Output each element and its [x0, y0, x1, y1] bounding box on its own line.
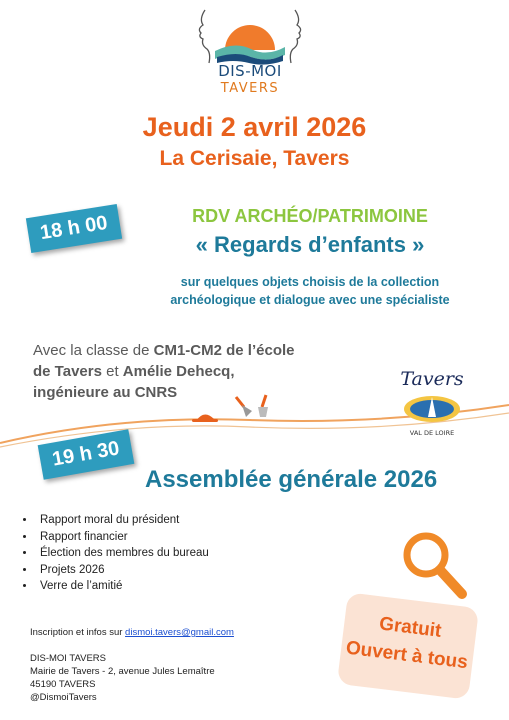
time-badge-1: 18 h 00 [26, 204, 122, 253]
with-and: et [101, 363, 123, 380]
agenda-item: • Projets 2026 [36, 562, 209, 579]
org-name: DIS-MOI TAVERS [30, 653, 107, 664]
agenda-item: • Rapport moral du président [36, 512, 209, 529]
registration-info [30, 627, 234, 638]
logo-name: DIS-MOI [218, 62, 282, 80]
tavers-logo-name: Tavers [400, 368, 464, 390]
session1-description [130, 273, 490, 309]
address-line-2: 45190 TAVERS [30, 679, 96, 690]
desc-line-1: sur quelques objets choisis de la collection [180, 275, 440, 289]
with-school: de Tavers [33, 363, 102, 380]
tavers-logo-tagline: VAL DE LOIRE [409, 429, 455, 437]
with-class: CM1-CM2 de l’école [153, 342, 295, 359]
agenda-list [20, 512, 209, 595]
contact-email-link[interactable]: dismoi.tavers@gmail.com [125, 627, 234, 638]
agenda-item: • Élection des membres du bureau [36, 545, 209, 562]
logo-subtitle: TAVERS [220, 81, 280, 96]
free-line-2: Ouvert à tous [344, 637, 469, 674]
desc-line-2: archéologique et dialogue avec une spécialiste [170, 293, 450, 307]
brush-icon [258, 395, 268, 417]
magnifier-icon [400, 530, 468, 600]
free-admission-badge [337, 592, 479, 699]
hat-icon [192, 414, 218, 422]
event-place: La Cerisaie, Tavers [159, 147, 350, 170]
with-person: Amélie Dehecq, [122, 363, 235, 380]
registration-label: Inscription et infos sur [30, 627, 126, 638]
social-handle: @DismoiTavers [30, 692, 97, 703]
tavers-town-logo [392, 365, 472, 440]
free-line-1: Gratuit [378, 613, 443, 642]
session1-category: RDV ARCHÉO/PATRIMOINE [192, 206, 428, 226]
with-prefix: Avec la classe de [33, 342, 154, 359]
with-role: ingénieure au CNRS [33, 384, 178, 401]
address-line-1: Mairie de Tavers - 2, avenue Jules Lemaître [30, 666, 215, 677]
organizer-address [30, 652, 215, 704]
session2-title: Assemblée générale 2026 [145, 466, 438, 493]
agenda-item: • Rapport financier [36, 529, 209, 546]
session1-title: « Regards d’enfants » [195, 232, 425, 257]
trowel-icon [236, 397, 252, 417]
time-badge-2: 19 h 30 [38, 429, 135, 479]
agenda-item: • Verre de l’amitié [36, 578, 209, 595]
event-date: Jeudi 2 avril 2026 [142, 112, 367, 142]
